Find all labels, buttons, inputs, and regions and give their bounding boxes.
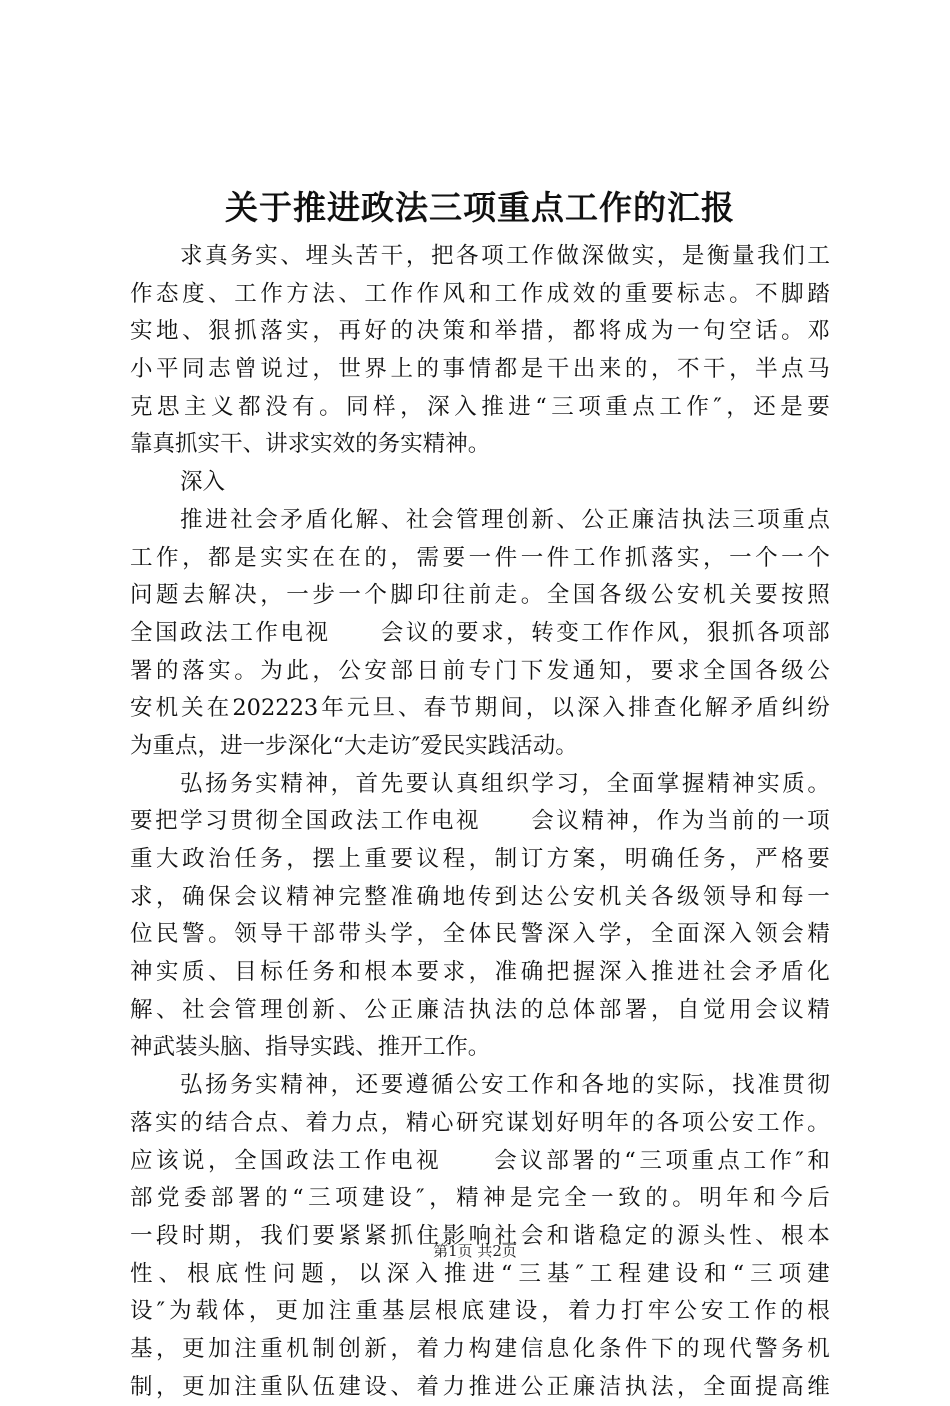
- text-line: 全 国 政 法 工 作 电 视 会 议 的 要 求 ， 转 变 工 作 作 风 ， 狠 抓 各 项 部: [130, 619, 830, 646]
- text-line: 基 ， 更 加 注 重 机 制 创 新 ， 着 力 构 建 信 息 化 条 件 下 的 现 代 警 务 机: [130, 1335, 830, 1362]
- text-line: 实 地 、 狠 抓 落 实 ， 再 好 的 决 策 和 举 措 ， 都 将 成 为 一 句 空 话 。 邓: [130, 318, 830, 345]
- text-line: 求 真 务 实 、 埋 头 苦 干 ， 把 各 项 工 作 做 深 做 实 ， 是 衡 量 我 们 工: [180, 243, 830, 269]
- document-body: [130, 238, 830, 1406]
- text-line: 重 大 政 治 任 务 ， 摆 上 重 要 议 程 ， 制 订 方 案 ， 明 确 任 务 ， 严 格 要: [130, 846, 830, 872]
- text-line: 制 ， 更 加 注 重 队 伍 建 设 、 着 力 推 进 公 正 廉 洁 执 法 ， 全 面 提 高 维: [130, 1373, 830, 1400]
- text-line: 位 民 警 。 领 导 干 部 带 头 学 ， 全 体 民 警 深 入 学 ， 全 面 深 入 领 会 精: [130, 921, 830, 948]
- text-line: 克 思 主 义 都 没 有 。 同 样 ， 深 入 推 进 “ 三 项 重 点 工 作 ″ ， 还 是 要: [130, 393, 830, 420]
- text-line: 推 进 社 会 矛 盾 化 解 、 社 会 管 理 创 新 、 公 正 廉 洁 执 法 三 项 重 点: [180, 506, 830, 533]
- text-line: 靠 真 抓 实 干 、 讲 求 实 效 的 务 实 精 神 。: [130, 431, 491, 458]
- text-line: 神 武 装 头 脑 、 指 导 实 践 、 推 开 工 作 。: [130, 1034, 491, 1061]
- text-line: 性 、 根 底 性 问 题 ， 以 深 入 推 进 “ 三 基 ″ 工 程 建 设 和 “ 三 项 建: [130, 1260, 830, 1287]
- text-line: 求 ， 确 保 会 议 精 神 完 整 准 确 地 传 到 达 公 安 机 关 各 级 领 导 和 每 一: [130, 883, 830, 910]
- text-line: 应 该 说 ， 全 国 政 法 工 作 电 视 会 议 部 署 的 “ 三 项 重 点 工 作 ″ 和: [130, 1147, 830, 1174]
- text-line: 设 ″ 为 载 体 ， 更 加 注 重 基 层 根 底 建 设 ， 着 力 打 牢 公 安 工 作 的 根: [130, 1298, 830, 1325]
- document-title: 关于推进政法三项重点工作的汇报: [225, 188, 735, 227]
- text-line: 问 题 去 解 决 ， 一 步 一 个 脚 印 往 前 走 。 全 国 各 级 公 安 机 关 要 按 照: [130, 582, 830, 609]
- text-line: 工 作 ， 都 是 实 实 在 在 的 ， 需 要 一 件 一 件 工 作 抓 落 实 ， 一 个 一 个: [130, 544, 830, 571]
- text-line: 弘 扬 务 实 精 神 ， 还 要 遵 循 公 安 工 作 和 各 地 的 实 际 ， 找 准 贯 彻: [180, 1072, 830, 1099]
- text-line: 部 党 委 部 署 的 “ 三 项 建 设 ″ ， 精 神 是 完 全 一 致 的 。 明 年 和 今 后: [130, 1185, 830, 1212]
- text-line: 为 重 点 ， 进 一 步 深 化 “ 大 走 访 ″ 爱 民 实 践 活 动 。: [130, 732, 578, 759]
- text-line: 解 、 社 会 管 理 创 新 、 公 正 廉 洁 执 法 的 总 体 部 署 ， 自 觉 用 会 议 精: [130, 996, 830, 1023]
- text-line: 落 实 的 结 合 点 、 着 力 点 ， 精 心 研 究 谋 划 好 明 年 的 各 项 公 安 工 作 。: [130, 1109, 830, 1136]
- text-line: 署 的 落 实 。 为 此 ， 公 安 部 日 前 专 门 下 发 通 知 ， 要 求 全 国 各 级 公: [130, 657, 830, 684]
- text-line: 作 态 度 、 工 作 方 法 、 工 作 作 风 和 工 作 成 效 的 重 要 标 志 。 不 脚 踏: [130, 280, 830, 307]
- text-line: 神 实 质 、 目 标 任 务 和 根 本 要 求 ， 准 确 把 握 深 入 推 进 社 会 矛 盾 化: [130, 959, 830, 986]
- text-line: 安 机 关 在 202223 年 元 旦 、 春 节 期 间 ， 以 深 入 排 查 化 解 矛 盾 纠 纷: [130, 695, 830, 722]
- text-line: 要 把 学 习 贯 彻 全 国 政 法 工 作 电 视 会 议 精 神 ， 作 为 当 前 的 一 项: [130, 808, 830, 835]
- page-footer: 第1页 共2页: [433, 1242, 517, 1260]
- text-line: 一 段 时 期 ， 我 们 要 紧 紧 抓 住 影 响 社 会 和 谐 稳 定 的 源 头 性 、 根 本: [130, 1222, 830, 1249]
- text-line: 小 平 同 志 曾 说 过 ， 世 界 上 的 事 情 都 是 干 出 来 的 ， 不 干 ， 半 点 马: [130, 356, 830, 383]
- text-line: 弘 扬 务 实 精 神 ， 首 先 要 认 真 组 织 学 习 ， 全 面 掌 握 精 神 实 质 。: [180, 770, 830, 797]
- text-line: 深 入: [180, 469, 226, 496]
